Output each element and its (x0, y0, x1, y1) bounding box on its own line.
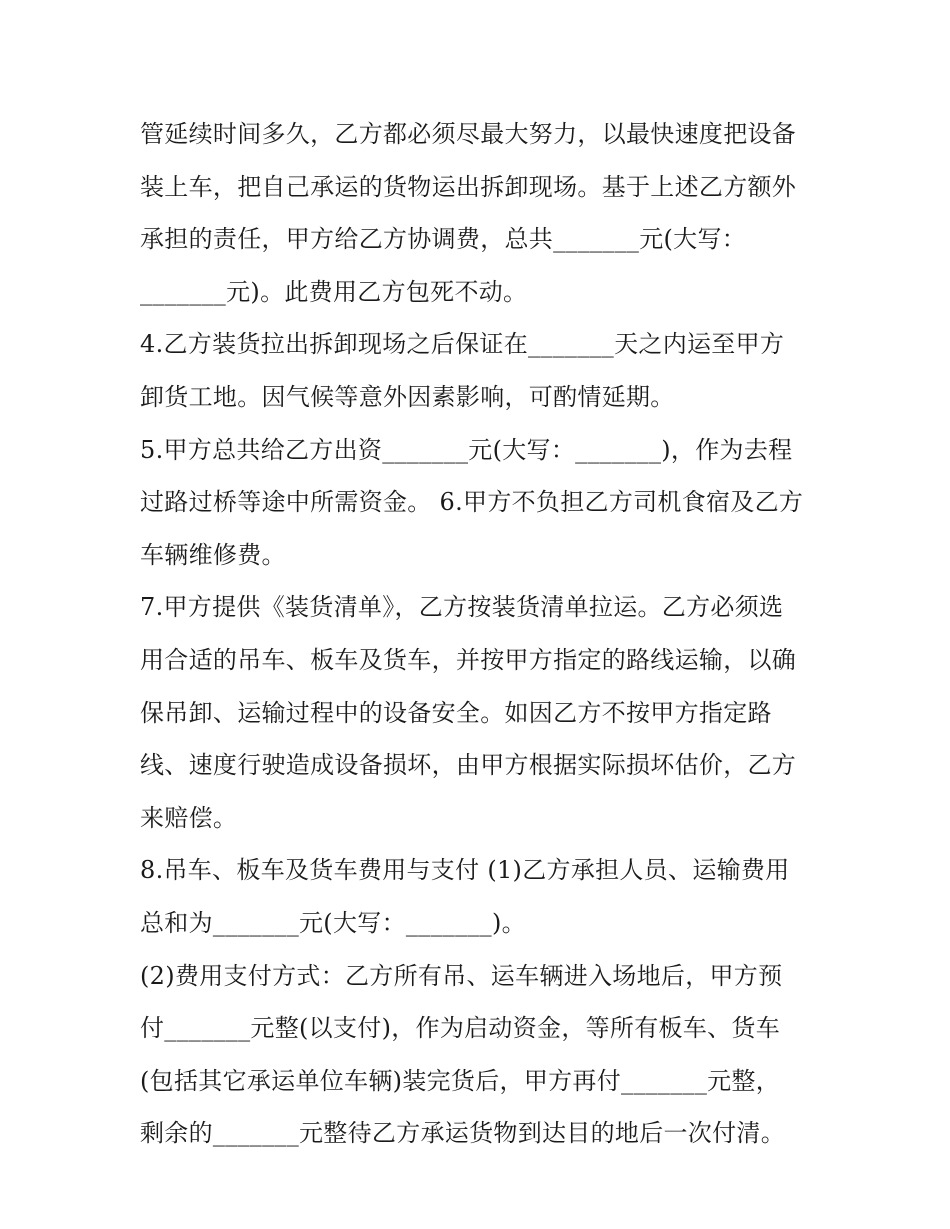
text-line: 卸货工地。因气候等意外因素影响，可酌情延期。 (140, 382, 675, 411)
text-line: 车辆维修费。 (140, 540, 286, 569)
text-line: 剩余的_______元整待乙方承运货物到达目的地后一次付清。 (140, 1119, 785, 1148)
text-line: 付_______元整(以支付)，作为启动资金，等所有板车、货车 (140, 1014, 781, 1043)
text-line: 装上车，把自己承运的货物运出拆卸现场。基于上述乙方额外 (140, 172, 797, 201)
contract-text-body (140, 108, 830, 1160)
text-line: 保吊卸、运输过程中的设备安全。如因乙方不按甲方指定路 (140, 698, 772, 727)
text-line: 5.甲方总共给乙方出资_______元(大写：_______)，作为去程 (140, 435, 793, 464)
text-line: 总和为_______元(大写：_______)。 (140, 908, 526, 937)
text-line: 过路过桥等途中所需资金。 6.甲方不负担乙方司机食宿及乙方 (140, 488, 804, 517)
text-line: (2)费用支付方式：乙方所有吊、运车辆进入场地后，甲方预 (140, 961, 783, 990)
text-line: 线、速度行驶造成设备损坏，由甲方根据实际损坏估价，乙方 (140, 751, 797, 780)
text-line: (包括其它承运单位车辆)装完货后，甲方再付_______元整， (140, 1066, 781, 1095)
text-line: 来赔偿。 (140, 803, 238, 832)
text-line: 8.吊车、板车及货车费用与支付 (1)乙方承担人员、运输费用 (140, 856, 790, 885)
text-line: 4.乙方装货拉出拆卸现场之后保证在_______天之内运至甲方 (140, 330, 785, 359)
text-line: _______元)。此费用乙方包死不动。 (140, 277, 528, 306)
text-line: 管延续时间多久，乙方都必须尽最大努力，以最快速度把设备 (140, 120, 797, 148)
text-line: 承担的责任，甲方给乙方协调费，总共_______元(大写： (140, 225, 747, 254)
text-line: 7.甲方提供《装货清单》，乙方按装货清单拉运。乙方必须选 (140, 593, 784, 622)
text-line: 用合适的吊车、板车及货车，并按甲方指定的路线运输，以确 (140, 645, 797, 674)
